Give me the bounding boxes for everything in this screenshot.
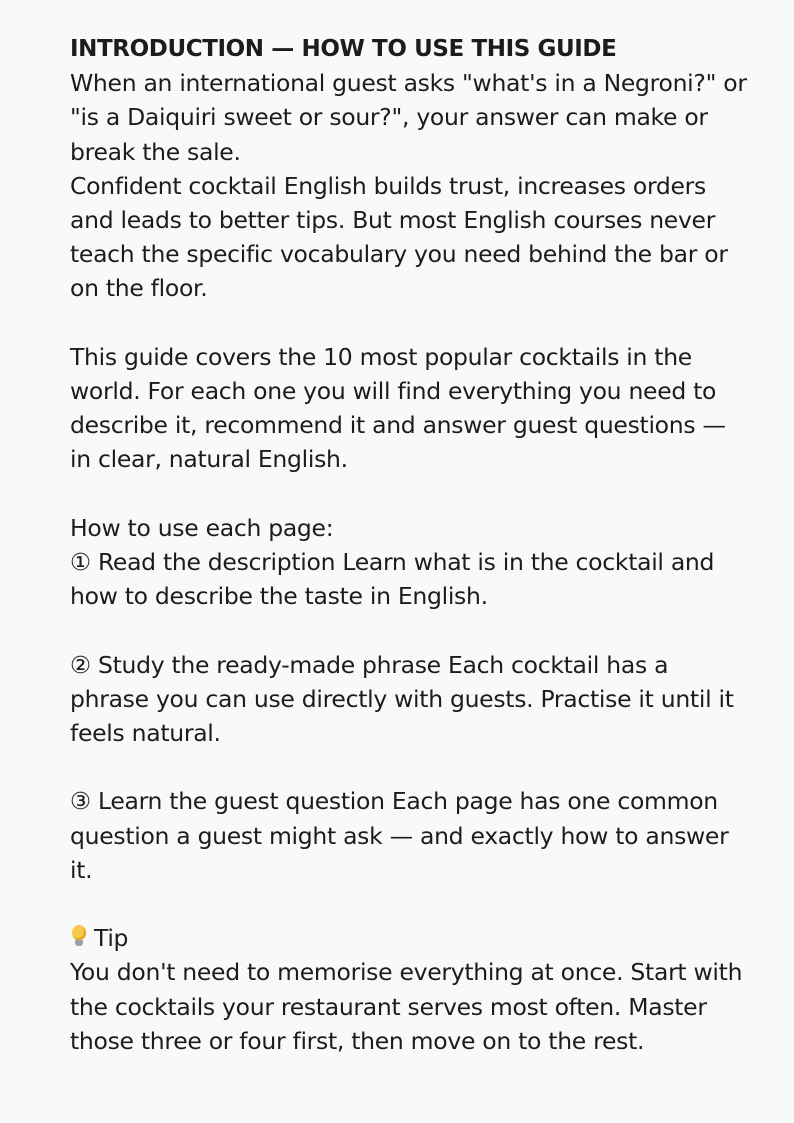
tip-label: Tip	[94, 924, 129, 953]
page-heading: INTRODUCTION — HOW TO USE THIS GUIDE	[70, 36, 617, 62]
tip-text: You don't need to memorise everything at once. Start with the cocktails your restaurant serves most often. Master those three or four first, then move on to the rest.	[70, 958, 743, 1055]
how-to-label: How to use each page:	[70, 513, 334, 542]
light-bulb-icon	[70, 924, 88, 950]
intro-paragraph-1: When an international guest asks "what's in a Negroni?" or "is a Daiquiri sweet or sour?", your answer can make or break the sale.	[70, 69, 747, 166]
spacer	[70, 477, 750, 511]
spacer	[70, 750, 750, 784]
guide-page	[70, 32, 750, 1058]
step-2-text: Study the ready-made phrase Each cocktail has a phrase you can use directly with guests. Practise it until it feels natural.	[70, 650, 734, 748]
step-3-marker: ③	[70, 787, 91, 816]
step-2	[70, 648, 750, 751]
step-1-marker: ①	[70, 548, 91, 577]
intro-paragraph-3: This guide covers the 10 most popular cocktails in the world. For each one you will find everything you need to describe it, recommend it and answer guest questions — in clear, natural English.	[70, 342, 726, 474]
step-2-marker: ②	[70, 650, 91, 679]
tip-heading	[70, 921, 750, 955]
spacer	[70, 887, 750, 921]
step-1-text: Read the description Learn what is in the cocktail and how to describe the taste in English.	[70, 548, 715, 611]
step-3-text: Learn the guest question Each page has one common question a guest might ask — and exactly how to answer it.	[70, 787, 729, 884]
step-3	[70, 784, 750, 887]
intro-paragraph-2: Confident cocktail English builds trust, increases orders and leads to better tips. But most English courses never teach the specific vocabulary you need behind the bar or on the floor.	[70, 171, 728, 303]
step-1	[70, 545, 750, 613]
spacer	[70, 613, 750, 647]
spacer	[70, 306, 750, 340]
